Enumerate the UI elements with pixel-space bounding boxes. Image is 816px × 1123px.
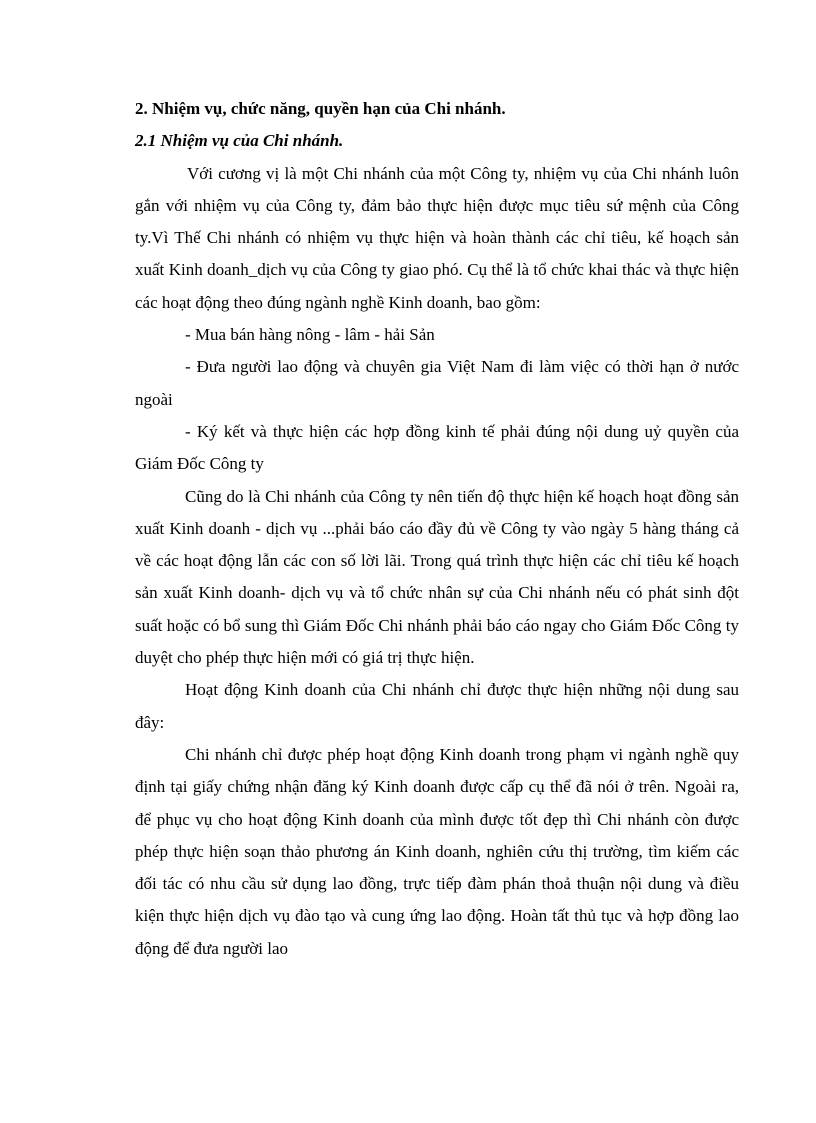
document-body: [135, 93, 739, 965]
subsection-heading: 2.1 Nhiệm vụ của Chi nhánh.: [135, 131, 344, 151]
paragraph-reporting: Cũng do là Chi nhánh của Công ty nên tiến độ thực hiện kế hoạch hoạt đồng sản xuất Kinh doanh - dịch vụ ...phải báo cáo đầy đủ về Công ty vào ngày 5 hàng tháng cả về các hoạt động lẫn các con số lời lãi. Trong quá trình thực hiện các chỉ tiêu kế hoạch sản xuất Kinh doanh- dịch vụ và tổ chức nhân sự của Chi nhánh nếu có phát sinh đột suất hoặc có bổ sung thì Giám Đốc Chi nhánh phải báo cáo ngay cho Giám Đốc Công ty duyệt cho phép thực hiện mới có giá trị thực hiện.: [135, 486, 739, 668]
list-item-contracts: - Ký kết và thực hiện các hợp đồng kinh tế phải đúng nội dung uỷ quyền của Giám Đốc Công ty: [135, 421, 739, 474]
paragraph-business-scope-intro: Hoạt động Kinh doanh của Chi nhánh chỉ được thực hiện những nội dung sau đây:: [135, 680, 739, 732]
list-item-seafood-trade: - Mua bán hàng nông - lâm - hải Sản: [185, 325, 435, 345]
list-item-labor-export: - Đưa người lao động và chuyên gia Việt Nam đi làm việc có thời hạn ở nước ngoài: [135, 357, 739, 409]
section-heading: 2. Nhiệm vụ, chức năng, quyền hạn của Chi nhánh.: [135, 99, 506, 118]
paragraph-business-scope: Chi nhánh chỉ được phép hoạt động Kinh doanh trong phạm vi ngành nghề quy định tại giấy chứng nhận đăng ký Kinh doanh được cấp cụ thể đã nói ở trên. Ngoài ra, để phục vụ cho hoạt động Kinh doanh của mình được tốt đẹp thì Chi nhánh còn được phép thực hiện soạn thảo phương án Kinh doanh, nghiên cứu thị trường, tìm kiếm các đối tác có nhu cầu sử dụng lao đồng, trực tiếp đàm phán thoả thuận nội dung và điều kiện thực hiện dịch vụ đào tạo và cung ứng lao động. Hoàn tất thủ tục và hợp đồng lao động để đưa người lao: [135, 744, 739, 958]
paragraph-intro: Với cương vị là một Chi nhánh của một Công ty, nhiệm vụ của Chi nhánh luôn gắn với nhiệm vụ của Công ty, đảm bảo thực hiện được mục tiêu sứ mệnh của Công ty.Vì Thế Chi nhánh có nhiệm vụ thực hiện và hoàn thành các chỉ tiêu, kế hoạch sản xuất Kinh doanh_dịch vụ của Công ty giao phó. Cụ thể là tổ chức khai thác và thực hiện các hoạt động theo đúng ngành nghề Kinh doanh, bao gồm:: [135, 163, 739, 312]
